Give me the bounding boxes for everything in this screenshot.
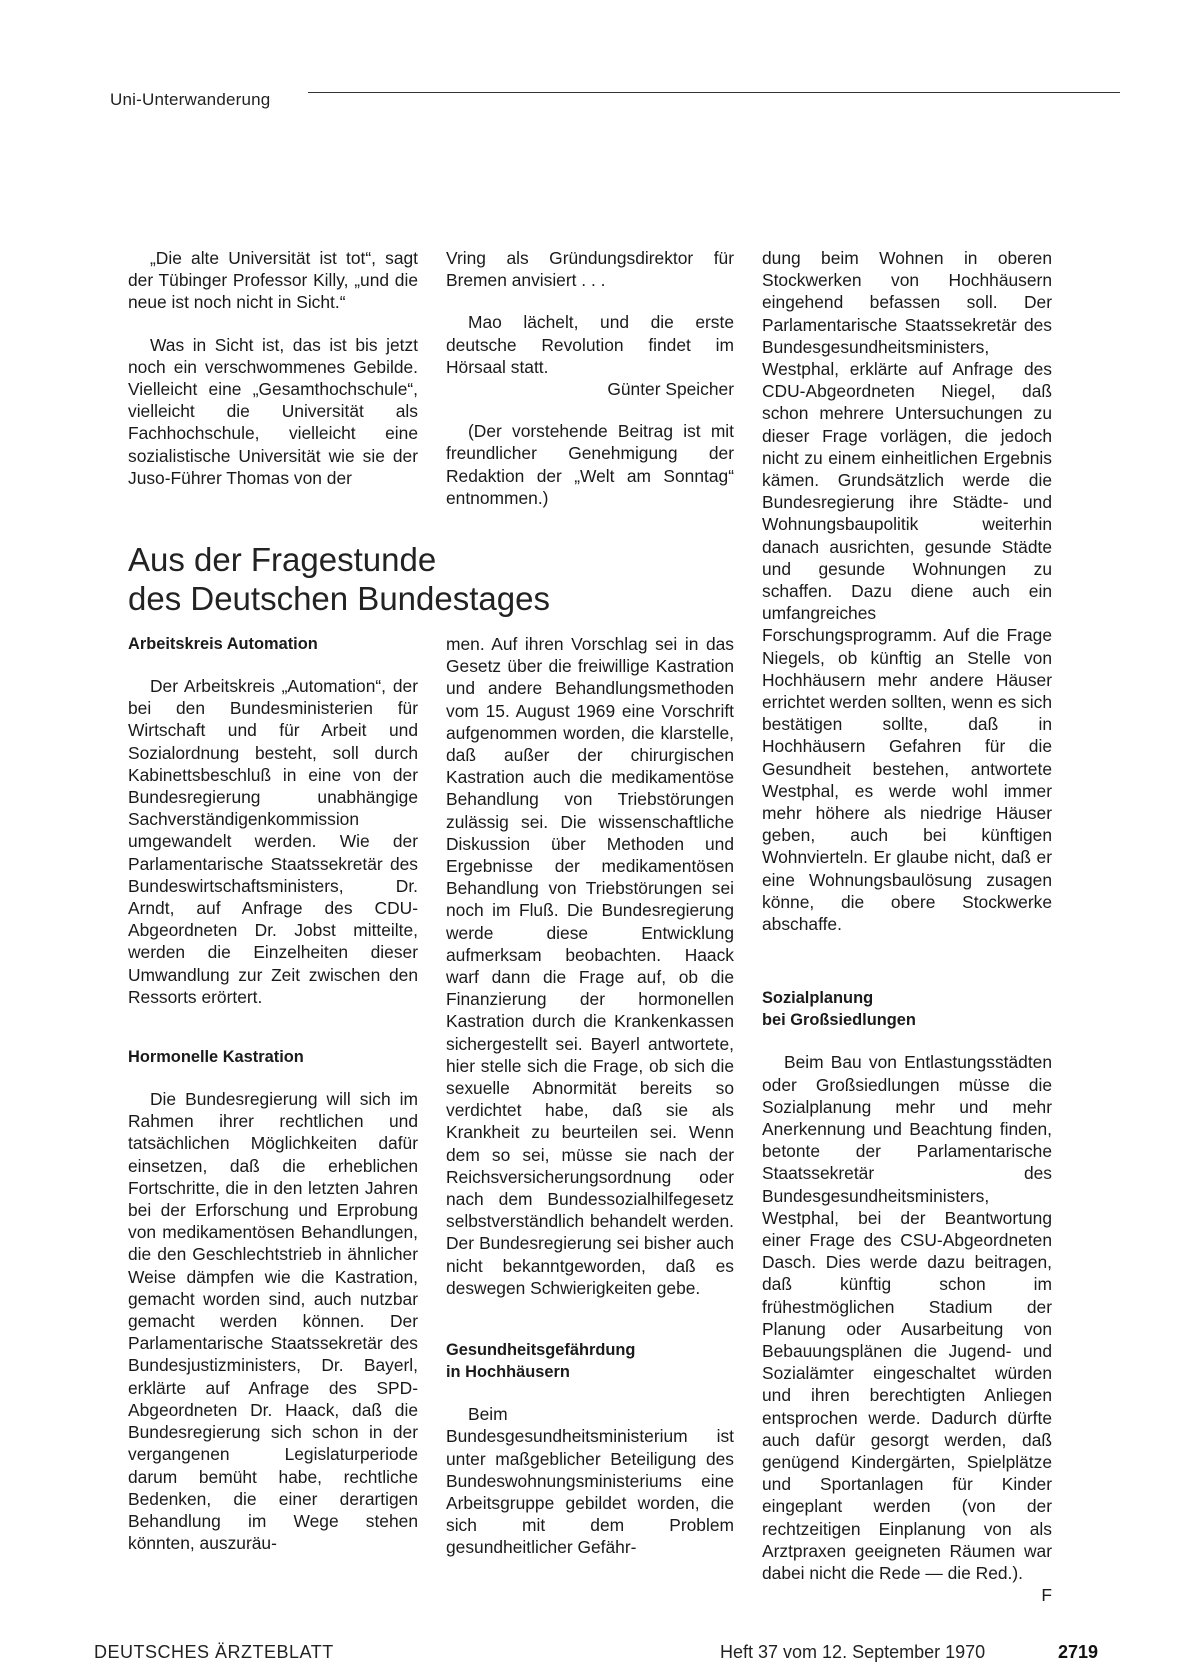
- subheading: Hormonelle Kastration: [128, 1048, 304, 1067]
- subheading-line: in Hochhäusern: [446, 1363, 570, 1382]
- header-rule: [308, 92, 1120, 93]
- publication-name: DEUTSCHES ÄRZTEBLATT: [94, 1642, 334, 1662]
- paragraph: Beim Bau von Entlastungsstädten oder Großsiedlungen müsse die Sozialplanung mehr und mehr Anerkennung und Beachtung finden, betonte der Parlamentarische Staatssekretär des Bundesgesundheitsministers, Westphal, bei der Beantwortung einer Frage des CSU-Abgeordneten Dasch. Dies werde dazu beitragen, daß künftig schon im frühestmöglichen Stadium der Planung oder Ausarbeitung von Bebauungsplänen die Jugend- und Sozialämter eingeschaltet würden und ihren berechtigten Anliegen entsprochen werde. Dadurch dürfte auch dafür gesorgt werden, daß genügend Kindergärten, Spielplätze und Sportanlagen für Kinder eingeplant werden (von der rechtzeitigen Einplanung von als Arztpraxen geeigneten Räumen war dabei nicht die Rede — die Red.).: [762, 1052, 1052, 1583]
- subheading: [762, 987, 1052, 1031]
- paragraph: Der Arbeitskreis „Automation“, der bei den Bundesministerien für Wirtschaft und für Arbeit und Sozialordnung besteht, soll durch Kabinettsbeschluß in eine von der Bundesregierung unabhängige Sachverständigenkommission umgewandelt werden. Wie der Parlamentarische Staatssekretär des Bundeswirtschaftsministers, Dr. Arndt, auf Anfrage des CDU-Abgeordneten Dr. Jobst mitteilte, werden die Einzelheiten dieser Umwandlung zur Zeit zwischen den Ressorts erörtert.: [128, 676, 418, 1007]
- author-name: Günter Speicher: [607, 379, 734, 400]
- paragraph: Was in Sicht ist, das ist bis jetzt noch ein verschwommenes Gebilde. Vielleicht eine „Gesamthochschule“, vielleicht die Universität als Fachhochschule, vielleicht eine sozialistische Universität wie sie der Juso-Führer Thomas von der: [128, 334, 418, 488]
- article-title-line: Aus der Fragestunde: [128, 541, 437, 578]
- paragraph: Mao lächelt, und die erste deutsche Revolution findet im Hörsaal statt.: [446, 312, 734, 377]
- page-number: 2719: [1058, 1642, 1099, 1662]
- article-title: [128, 540, 550, 618]
- paragraph: (Der vorstehende Beitrag ist mit freundlicher Genehmigung der Redaktion der „Welt am Sonntag“ entnommen.): [446, 421, 734, 508]
- signature: F: [1041, 1585, 1052, 1606]
- paragraph: dung beim Wohnen in oberen Stockwerken von Hochhäusern eingehend befassen soll. Der Parlamentarische Staatssekretär des Bundesgesundheitsministers, Westphal, erklärte auf Anfrage des CDU-Abgeordneten Niegel, daß schon mehrere Untersuchungen zu dieser Frage vorlägen, die jedoch nicht zu einem einheitlichen Ergebnis kämen. Grundsätzlich werde die Bundesregierung ihre Städte- und Wohnungsbaupolitik weiterhin danach ausrichten, gesunde Städte und gesunde Wohnungen zu schaffen. Dazu diene auch ein umfangreiches Forschungsprogramm. Auf die Frage Niegels, ob künftig an Stelle von Hochhäusern mehr andere Häuser errichtet werden sollten, wenn es sich bestätigen sollte, daß in Hochhäusern Gefahren für die Gesundheit bestehen, antwortete Westphal, es werde wohl immer mehr höhere als niedrige Häuser geben, auch bei künftigen Wohnvierteln. Er glaube nicht, daß er eine Wohnungsbaulösung zusagen könne, die obere Stockwerke abschaffe.: [762, 248, 1052, 935]
- article-title-line: des Deutschen Bundestages: [128, 580, 550, 617]
- article-column-3: [762, 247, 1052, 1606]
- paragraph: Vring als Gründungsdirektor für Bremen anvisiert . . .: [446, 248, 734, 291]
- article-column-1: [128, 633, 418, 1554]
- top-column-2: [446, 247, 734, 509]
- subheading-line: Gesundheitsgefährdung: [446, 1341, 636, 1360]
- article-column-2: [446, 633, 734, 1559]
- author-line: [446, 378, 734, 400]
- paragraph: men. Auf ihren Vorschlag sei in das Gesetz über die freiwillige Kastration und andere Behandlungsmethoden vom 15. August 1969 eine Vorschrift aufgenommen worden, die klarstelle, daß außer der chirurgischen Kastration auch die medikamentöse Behandlung von Triebstörungen zulässig sei. Die wissenschaftliche Diskussion über Methoden und Ergebnisse der medikamentösen Behandlung von Triebstörungen sei noch im Fluß. Die Bundesregierung werde diese Entwicklung aufmerksam beobachten. Haack warf dann die Frage auf, ob die Finanzierung der hormonellen Kastration durch die Krankenkassen sichergestellt sei. Bayerl antwortete, hier stelle sich die Frage, ob sich die sexuelle Abnormität bereits so verdichtet habe, daß sie als Krankheit zu beurteilen sei. Wenn dem so sei, müsse sie nach der Reichsversicherungsordnung oder nach dem Bundessozialhilfegesetz selbstverständlich behandelt werden. Der Bundesregierung sei bisher auch nicht bekanntgeworden, daß es deswegen Schwierigkeiten gebe.: [446, 634, 734, 1298]
- paragraph: Beim Bundesgesundheitsministerium ist unter maßgeblicher Beteiligung des Bundeswohnungsministeriums eine Arbeitsgruppe gebildet worden, die sich mit dem Problem gesundheitlicher Gefähr-: [446, 1404, 734, 1558]
- top-column-1: [128, 247, 418, 489]
- section-label: Uni-Unterwanderung: [110, 90, 271, 109]
- subheading-line: Sozialplanung: [762, 989, 874, 1008]
- paragraph: „Die alte Universität ist tot“, sagt der Tübinger Professor Killy, „und die neue ist noch nicht in Sicht.“: [128, 248, 418, 313]
- subheading: Arbeitskreis Automation: [128, 635, 318, 653]
- issue-date: Heft 37 vom 12. September 1970: [720, 1642, 986, 1662]
- subheading-line: bei Großsiedlungen: [762, 1011, 916, 1030]
- paragraph: Die Bundesregierung will sich im Rahmen ihrer rechtlichen und tatsächlichen Möglichkeiten dafür einsetzen, daß die erheblichen Fortschritte, die in den letzten Jahren bei der Erforschung und Erprobung von medikamentösen Behandlungen, die den Geschlechtstrieb in ähnlicher Weise dämpfen wie die Kastration, gemacht worden sind, auch nutzbar gemacht werden können. Der Parlamentarische Staatssekretär des Bundesjustizministers, Dr. Bayerl, erklärte auf Anfrage des SPD-Abgeordneten Dr. Haack, daß die Bundesregierung sich schon in der vergangenen Legislaturperiode darum bemüht habe, rechtliche Bedenken, die einer derartigen Behandlung im Wege stehen könnten, auszuräu-: [128, 1089, 418, 1554]
- signature-line: [762, 1584, 1052, 1606]
- subheading: [446, 1339, 734, 1383]
